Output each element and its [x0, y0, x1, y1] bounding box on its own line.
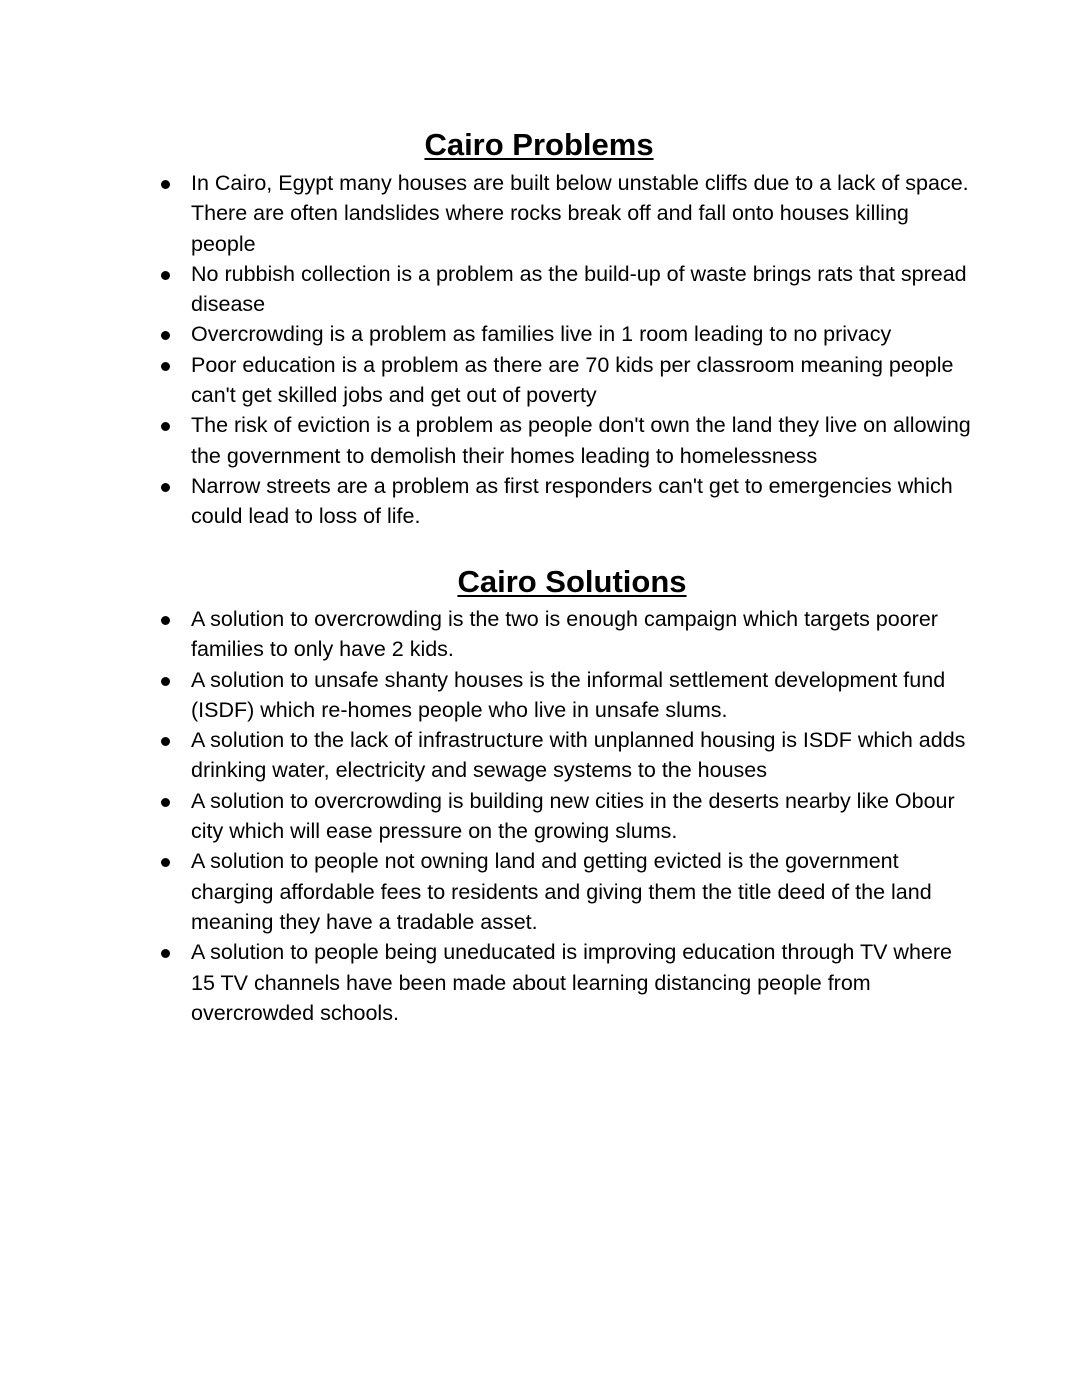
bullet-icon	[161, 798, 170, 807]
bullet-icon	[161, 362, 170, 371]
section-title-solutions: Cairo Solutions	[457, 564, 687, 599]
list-item-text: Poor education is a problem as there are 70 kids per classroom meaning people can't get skilled jobs and get out of poverty	[191, 352, 954, 408]
bullet-icon	[161, 271, 170, 280]
bullet-icon	[161, 483, 170, 492]
bullet-icon	[161, 616, 170, 625]
solutions-list	[191, 604, 971, 1028]
list-item-text: No rubbish collection is a problem as the build-up of waste brings rats that spread disease	[191, 261, 967, 317]
bullet-icon	[161, 677, 170, 686]
list-item	[191, 665, 971, 726]
bullet-icon	[161, 422, 170, 431]
bullet-icon	[161, 737, 170, 746]
list-item	[191, 725, 971, 786]
bullet-icon	[161, 331, 170, 340]
list-item-text: Overcrowding is a problem as families live in 1 room leading to no privacy	[191, 322, 892, 347]
list-item	[191, 937, 971, 1028]
list-item	[191, 471, 971, 532]
list-item-text: A solution to the lack of infrastructure with unplanned housing is ISDF which adds drinking water, electricity and sewage systems to the houses	[191, 728, 966, 783]
list-item-text: A solution to overcrowding is the two is enough campaign which targets poorer families to only have 2 kids.	[191, 607, 938, 662]
list-item	[191, 319, 971, 349]
list-item	[191, 846, 971, 937]
list-item-text: A solution to overcrowding is building new cities in the deserts nearby like Obour city which will ease pressure on the growing slums.	[191, 788, 955, 844]
list-item-text: A solution to unsafe shanty houses is the informal settlement development fund (ISDF) which re-homes people who live in unsafe slums.	[191, 667, 946, 722]
list-item-text: A solution to people not owning land and getting evicted is the government charging affordable fees to residents and giving them the title deed of the land meaning they have a tradable asset.	[191, 849, 932, 934]
list-item	[191, 786, 971, 847]
list-item	[191, 168, 971, 259]
bullet-icon	[161, 949, 170, 958]
list-item	[191, 410, 971, 471]
bullet-icon	[161, 180, 170, 189]
list-item-text: In Cairo, Egypt many houses are built below unstable cliffs due to a lack of space. There are often landslides where rocks break off and fall onto houses killing people	[191, 171, 969, 256]
list-item-text: The risk of eviction is a problem as people don't own the land they live on allowing the government to demolish their homes leading to homelessness	[191, 413, 971, 468]
list-item-text: A solution to people being uneducated is improving education through TV where 15 TV channels have been made about learning distancing people from overcrowded schools.	[191, 940, 952, 1025]
bullet-icon	[161, 858, 170, 867]
list-item	[191, 259, 971, 320]
problems-list	[191, 168, 971, 532]
list-item	[191, 604, 971, 665]
list-item-text: Narrow streets are a problem as first responders can't get to emergencies which could lead to loss of life.	[191, 473, 953, 529]
list-item	[191, 350, 971, 411]
section-title-problems: Cairo Problems	[424, 127, 654, 162]
